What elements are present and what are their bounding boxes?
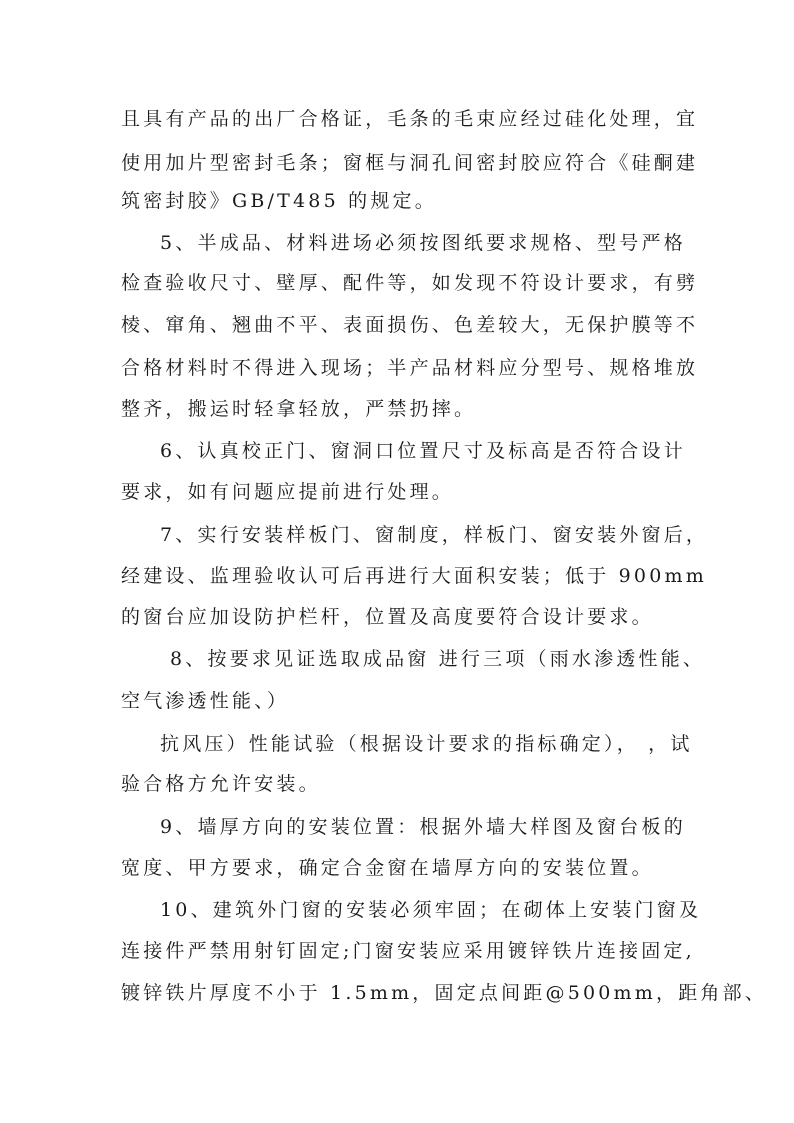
text-line: 使用加片型密封毛条；窗框与洞孔间密封胶应符合《硅酮建 bbox=[121, 152, 699, 174]
text-line: 经建设、监理验收认可后再进行大面积安装；低于 900mm bbox=[121, 565, 707, 587]
text-line: 空气渗透性能、） bbox=[121, 690, 290, 712]
text-line: 宽度、甲方要求，确定合金窗在墙厚方向的安装位置。 bbox=[121, 857, 654, 879]
paragraph-6-line: 6、认真校正门、窗洞口位置尺寸及标高是否符合设计 bbox=[160, 440, 686, 462]
paragraph-10-line: 10、建筑外门窗的安装必须牢固；在砌体上安装门窗及 bbox=[160, 899, 702, 921]
text-line: 筑密封胶》GB/T485 的规定。 bbox=[121, 190, 437, 212]
paragraph-5-line: 5、半成品、材料进场必须按图纸要求规格、型号严格 bbox=[160, 232, 686, 254]
text-line: 整齐，搬运时轻拿轻放，严禁扔摔。 bbox=[121, 398, 477, 420]
text-line: 且具有产品的出厂合格证，毛条的毛束应经过硅化处理，宜 bbox=[121, 108, 699, 130]
text-line: 验合格方允许安装。 bbox=[121, 773, 321, 795]
text-line: 镀锌铁片厚度不小于 1.5mm，固定点间距@500mm，距角部、 bbox=[121, 982, 767, 1004]
paragraph-8-line: 8、按要求见证选取成品窗 进行三项（雨水渗透性能、 bbox=[170, 648, 706, 670]
text-line: 合格材料时不得进入现场；半产品材料应分型号、规格堆放 bbox=[121, 357, 699, 379]
text-line: 的窗台应加设防护栏杆，位置及高度要符合设计要求。 bbox=[121, 606, 654, 628]
text-line: 检查验收尺寸、壁厚、配件等，如发现不符设计要求，有劈 bbox=[121, 272, 699, 294]
text-line: 棱、窜角、翘曲不平、表面损伤、色差较大，无保护膜等不 bbox=[121, 314, 699, 336]
paragraph-9-line: 9、墙厚方向的安装位置：根据外墙大样图及窗台板的 bbox=[160, 816, 686, 838]
text-line: 要求，如有问题应提前进行处理。 bbox=[121, 481, 455, 503]
text-line: 抗风压）性能试验（根据设计要求的指标确定）， ，试 bbox=[160, 733, 693, 755]
paragraph-7-line: 7、实行安装样板门、窗制度，样板门、窗安装外窗后， bbox=[160, 524, 709, 546]
text-line: 连接件严禁用射钉固定;门窗安装应采用镀锌铁片连接固定, bbox=[121, 940, 695, 962]
